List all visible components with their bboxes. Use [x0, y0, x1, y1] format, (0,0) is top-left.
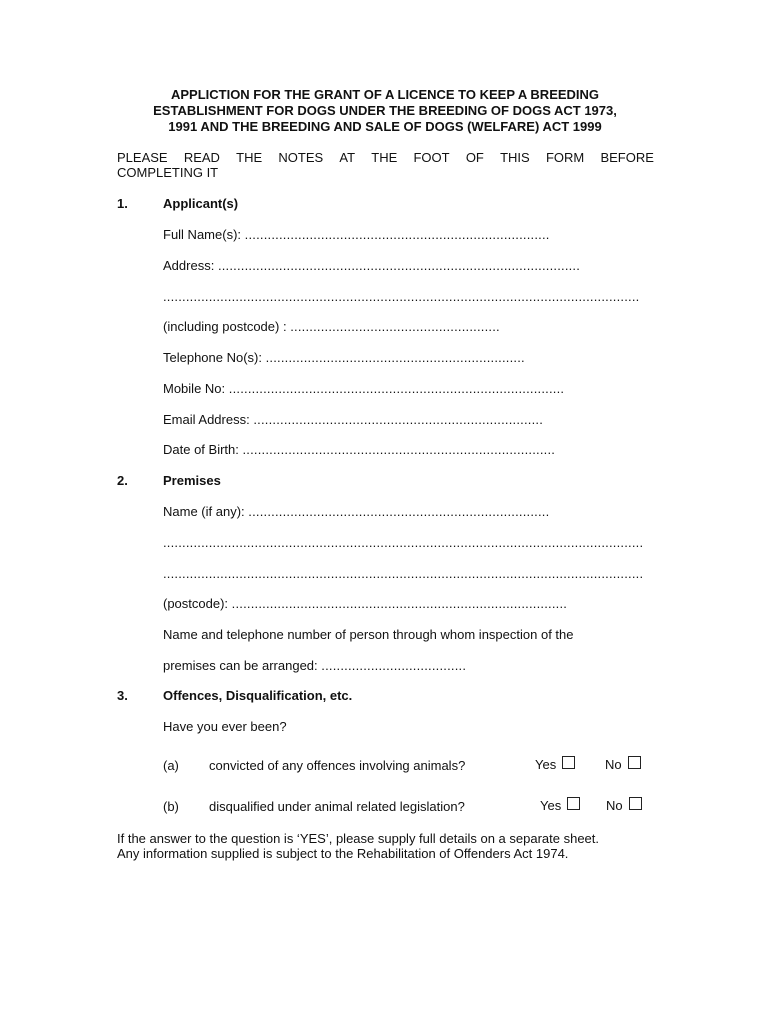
- address-dotted-line[interactable]: ...............................................................................................: [217, 258, 581, 273]
- email-dotted-line[interactable]: ............................................................................: [253, 412, 544, 427]
- telephone-label: Telephone No(s):: [163, 350, 262, 365]
- no-checkbox[interactable]: [629, 797, 642, 810]
- inspection-contact-label: premises can be arranged:: [163, 658, 318, 673]
- inspection-contact-field[interactable]: [163, 658, 466, 673]
- inspection-contact-text: Name and telephone number of person through whom inspection of the: [163, 627, 574, 642]
- telephone-field[interactable]: [163, 350, 525, 365]
- no-checkbox[interactable]: [628, 756, 641, 769]
- footer-note: [117, 831, 599, 861]
- address-label: Address:: [163, 258, 215, 273]
- intro-word: BEFORE: [600, 150, 654, 165]
- intro-word: FORM: [545, 150, 585, 165]
- premises-postcode-label: (postcode):: [163, 596, 229, 611]
- intro-word: THIS: [500, 150, 530, 165]
- premises-address-dotted-line-1[interactable]: ..............................................................................................................................: [163, 535, 644, 550]
- footer-line-1: If the answer to the question is ‘YES’, please supply full details on a separate sheet.: [117, 831, 600, 846]
- title-line-3: 1991 AND THE BREEDING AND SALE OF DOGS (WELFARE) ACT 1999: [168, 119, 602, 134]
- dob-field[interactable]: [163, 442, 555, 457]
- premises-address-dotted-line-2[interactable]: ..............................................................................................................................: [163, 566, 644, 581]
- form-title: [100, 87, 670, 135]
- intro-word: FOOT: [413, 150, 450, 165]
- intro-word: PLEASE: [117, 150, 168, 165]
- premises-address-line-1-field[interactable]: [163, 535, 643, 550]
- full-name-field[interactable]: [163, 227, 550, 242]
- full-name-dotted-line[interactable]: ................................................................................: [244, 227, 550, 242]
- premises-postcode-dotted-line[interactable]: ........................................................................................: [231, 596, 568, 611]
- yes-checkbox[interactable]: [567, 797, 580, 810]
- intro-word: AT: [339, 150, 356, 165]
- question-b-no-option[interactable]: [606, 797, 642, 813]
- premises-name-dotted-line[interactable]: ...............................................................................: [248, 504, 550, 519]
- intro-line-1: [117, 150, 654, 165]
- intro-word: THE: [371, 150, 398, 165]
- question-a-text: convicted of any offences involving animals?: [209, 758, 466, 773]
- dob-label: Date of Birth:: [163, 442, 239, 457]
- telephone-dotted-line[interactable]: ....................................................................: [265, 350, 525, 365]
- no-label: No: [606, 798, 623, 813]
- mobile-dotted-line[interactable]: ........................................................................................: [228, 381, 565, 396]
- section-2-number: 2.: [117, 473, 128, 488]
- question-b-label: (b): [163, 799, 179, 814]
- section-3-number: 3.: [117, 688, 128, 703]
- no-label: No: [605, 757, 622, 772]
- question-a-no-option[interactable]: [605, 756, 641, 772]
- premises-postcode-field[interactable]: [163, 596, 567, 611]
- yes-label: Yes: [540, 798, 562, 813]
- footer-line-2: Any information supplied is subject to the Rehabilitation of Offenders Act 1974.: [117, 846, 569, 861]
- postcode-label: (including postcode) :: [163, 319, 287, 334]
- inspection-contact-dotted-line[interactable]: ......................................: [321, 658, 467, 673]
- section-1-number: 1.: [117, 196, 128, 211]
- premises-name-field[interactable]: [163, 504, 549, 519]
- offences-question: Have you ever been?: [163, 719, 287, 734]
- intro-line-2: COMPLETING IT: [117, 165, 219, 180]
- question-b-text: disqualified under animal related legislation?: [209, 799, 465, 814]
- email-label: Email Address:: [163, 412, 250, 427]
- title-line-1: APPLICTION FOR THE GRANT OF A LICENCE TO KEEP A BREEDING: [170, 87, 600, 102]
- email-field[interactable]: [163, 412, 543, 427]
- mobile-label: Mobile No:: [163, 381, 226, 396]
- section-1-title: Applicant(s): [163, 196, 239, 211]
- intro-word: THE: [236, 150, 263, 165]
- premises-address-line-2-field[interactable]: [163, 566, 643, 581]
- dob-dotted-line[interactable]: ..................................................................................: [242, 442, 556, 457]
- intro-notice: [117, 150, 654, 180]
- address-field[interactable]: [163, 258, 580, 273]
- section-3-title: Offences, Disqualification, etc.: [163, 688, 353, 703]
- address-line-2-dotted-line[interactable]: .............................................................................................................................: [163, 289, 640, 304]
- intro-word: OF: [465, 150, 484, 165]
- premises-name-label: Name (if any):: [163, 504, 245, 519]
- title-line-2: ESTABLISHMENT FOR DOGS UNDER THE BREEDING OF DOGS ACT 1973,: [153, 103, 617, 118]
- yes-checkbox[interactable]: [562, 756, 575, 769]
- question-a-yes-option[interactable]: [535, 756, 575, 772]
- postcode-dotted-line[interactable]: .......................................................: [290, 319, 500, 334]
- yes-label: Yes: [535, 757, 557, 772]
- address-line-2-field[interactable]: [163, 289, 639, 304]
- question-b-yes-option[interactable]: [540, 797, 580, 813]
- intro-word: READ: [183, 150, 220, 165]
- section-2-title: Premises: [163, 473, 221, 488]
- postcode-field[interactable]: [163, 319, 500, 334]
- mobile-field[interactable]: [163, 381, 564, 396]
- full-name-label: Full Name(s):: [163, 227, 242, 242]
- question-a-label: (a): [163, 758, 179, 773]
- intro-word: NOTES: [278, 150, 324, 165]
